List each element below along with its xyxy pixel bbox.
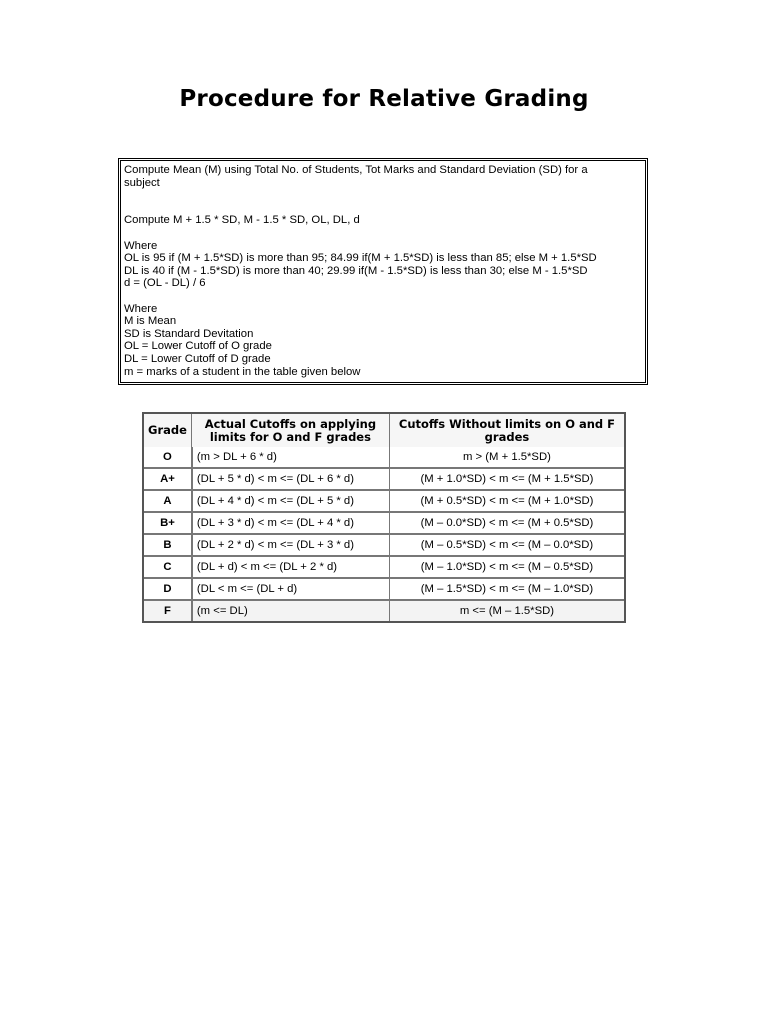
procedure-line: SD is Standard Devitation <box>124 327 254 340</box>
header-cutoffs-without-limits: Cutoffs Without limits on O and F grades <box>390 414 624 447</box>
grade-cell: A <box>144 491 192 513</box>
page-title: Procedure for Relative Grading <box>179 86 589 112</box>
table-row <box>144 557 624 579</box>
table-row <box>144 469 624 491</box>
actual-cutoff-cell: (DL + d) < m <= (DL + 2 * d) <box>192 557 390 579</box>
procedure-line <box>124 202 642 215</box>
procedure-line: Compute Mean (M) using Total No. of Students, Tot Marks and Standard Deviation (SD) for a <box>124 164 588 176</box>
cutoff-without-limits-cell: m <= (M – 1.5*SD) <box>390 601 624 621</box>
procedure-line: Where <box>124 239 158 252</box>
header-actual-cutoffs: Actual Cutoffs on applying limits for O and F grades <box>192 414 390 447</box>
procedure-line: DL is 40 if (M - 1.5*SD) is more than 40; 29.99 if(M - 1.5*SD) is less than 30; else M - 1.5*SD <box>124 264 588 277</box>
procedure-line: subject <box>124 176 160 189</box>
table-row <box>144 601 624 621</box>
cutoff-without-limits-cell: (M + 0.5*SD) < m <= (M + 1.0*SD) <box>390 491 624 513</box>
header-grade: Grade <box>144 414 192 447</box>
cutoff-without-limits-cell: m > (M + 1.5*SD) <box>390 447 624 469</box>
table-row <box>144 579 624 601</box>
procedure-line: M is Mean <box>124 315 177 328</box>
cutoff-without-limits-cell: (M + 1.0*SD) < m <= (M + 1.5*SD) <box>390 469 624 491</box>
table-row <box>144 491 624 513</box>
cutoff-without-limits-cell: (M – 0.0*SD) < m <= (M + 0.5*SD) <box>390 513 624 535</box>
actual-cutoff-cell: (DL + 3 * d) < m <= (DL + 4 * d) <box>192 513 390 535</box>
procedure-line: DL = Lower Cutoff of D grade <box>124 352 271 365</box>
procedure-line <box>124 189 642 202</box>
procedure-line: m = marks of a student in the table given below <box>124 365 361 378</box>
table-header-row <box>144 414 624 447</box>
procedure-line: Compute M + 1.5 * SD, M - 1.5 * SD, OL, DL, d <box>124 214 360 227</box>
grade-cell: B+ <box>144 513 192 535</box>
procedure-line <box>124 227 642 240</box>
grade-cell: B <box>144 535 192 557</box>
procedure-line: Where <box>124 302 158 315</box>
grade-cell: O <box>144 447 192 469</box>
actual-cutoff-cell: (DL + 5 * d) < m <= (DL + 6 * d) <box>192 469 390 491</box>
cutoff-without-limits-cell: (M – 1.5*SD) < m <= (M – 1.0*SD) <box>390 579 624 601</box>
grade-cell: C <box>144 557 192 579</box>
cutoff-without-limits-cell: (M – 1.0*SD) < m <= (M – 0.5*SD) <box>390 557 624 579</box>
procedure-line: d = (OL - DL) / 6 <box>124 277 206 290</box>
procedure-line: OL is 95 if (M + 1.5*SD) is more than 95; 84.99 if(M + 1.5*SD) is less than 85; else M + 1.5*SD <box>124 252 597 265</box>
procedure-text <box>121 161 645 378</box>
procedure-line: OL = Lower Cutoff of O grade <box>124 340 272 353</box>
table-row <box>144 447 624 469</box>
grade-cell: F <box>144 601 192 621</box>
grade-cell: D <box>144 579 192 601</box>
grade-cutoffs-table <box>142 412 626 623</box>
procedure-line <box>124 290 642 303</box>
actual-cutoff-cell: (DL < m <= (DL + d) <box>192 579 390 601</box>
table-row <box>144 513 624 535</box>
actual-cutoff-cell: (m > DL + 6 * d) <box>192 447 390 469</box>
actual-cutoff-cell: (m <= DL) <box>192 601 390 621</box>
grade-cell: A+ <box>144 469 192 491</box>
actual-cutoff-cell: (DL + 2 * d) < m <= (DL + 3 * d) <box>192 535 390 557</box>
actual-cutoff-cell: (DL + 4 * d) < m <= (DL + 5 * d) <box>192 491 390 513</box>
procedure-box <box>120 160 646 383</box>
cutoff-without-limits-cell: (M – 0.5*SD) < m <= (M – 0.0*SD) <box>390 535 624 557</box>
table-row <box>144 535 624 557</box>
